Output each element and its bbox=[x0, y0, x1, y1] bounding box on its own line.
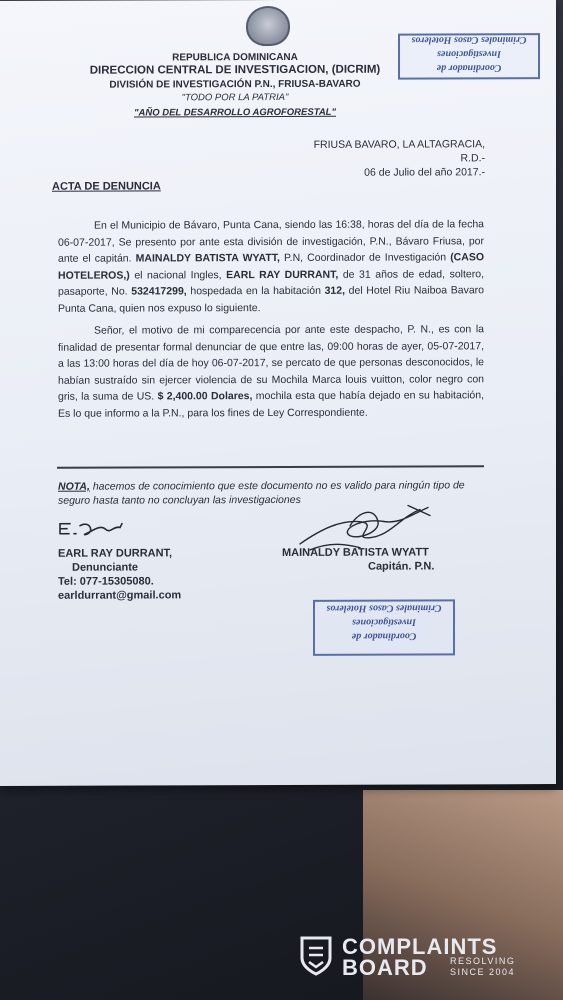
divider-line bbox=[57, 465, 484, 468]
captain-signature-name: MAINALDY BATISTA WYATT bbox=[282, 546, 429, 559]
watermark-tag2: SINCE 2004 bbox=[450, 967, 516, 977]
para1-text-3: el nacional Ingles, bbox=[134, 268, 222, 282]
complainant-block bbox=[58, 546, 228, 603]
stamp-top-line1: Coordinador de Investigaciones bbox=[436, 48, 502, 74]
stamp-bottom bbox=[313, 599, 455, 655]
shield-icon bbox=[300, 936, 332, 976]
captain-role: Capitán. P.N. bbox=[368, 560, 435, 573]
para2-text-2: mochila esta que había dejado en su habitación, Es lo que informo a la P.N., para los fines de Ley Correspondiente. bbox=[58, 389, 484, 420]
complainant-role: Denunciante bbox=[72, 561, 139, 574]
captain-block bbox=[282, 545, 472, 574]
paragraph-intro bbox=[58, 216, 484, 317]
place-date bbox=[290, 137, 485, 180]
stolen-amount: $ 2,400.00 Dolares, bbox=[157, 390, 253, 403]
para1-text-1: En el Municipio de Bávaro, Punta Cana, siendo las 16:38, horas del día de la fecha 06-07-2017, Se presento por ante esta división de investigación, P.N., Bávaro Friusa, por ante el capitán. bbox=[58, 218, 484, 265]
watermark-line1: COMPLAINTS bbox=[342, 934, 498, 959]
header-republic: REPUBLICA DOMINICANA bbox=[172, 51, 298, 64]
place-line: FRIUSA BAVARO, LA ALTAGRACIA, R.D.- bbox=[313, 138, 485, 165]
para1-text-4: de 31 años de edad, soltero, pasaporte, No. bbox=[58, 268, 485, 299]
passport-number: 532417299, bbox=[131, 285, 187, 298]
para2-text-1: Señor, el motivo de mi comparecencia por ante este despacho, P. N., es con la finalidad de presentar formal denunciar de que entre las, 09:00 horas de ayer, 05-07-2017, a las 13:00 horas del día de hoy 06-07-2017, se percato de que personas desconocidos, le habían sustraído sin ejercer violencia de su Mochila Marca louis vuitton, color negro con gris, la suma de US. bbox=[58, 323, 484, 404]
para1-text-6: del Hotel Riu Naiboa Bavaro Punta Cana, quien nos expuso lo siguiente. bbox=[58, 284, 484, 315]
complainant-name: EARL RAY DURRANT, bbox=[226, 268, 339, 281]
header-division: DIVISIÓN DE INVESTIGACIÓN P.N., FRIUSA-BAVARO bbox=[109, 78, 361, 91]
complainant-signature-name: EARL RAY DURRANT, bbox=[58, 547, 173, 560]
paragraph-statement bbox=[58, 321, 484, 422]
document-title: ACTA DE DENUNCIA bbox=[52, 180, 161, 193]
case-name: (CASO HOTELEROS,) bbox=[58, 251, 485, 282]
stamp-top bbox=[398, 33, 540, 79]
complainant-email: earldurrant@gmail.com bbox=[58, 589, 182, 602]
police-seal-logo bbox=[246, 6, 290, 46]
header-dicrim: DIRECCION CENTRAL DE INVESTIGACION, (DICRIM) bbox=[89, 63, 381, 77]
complaintsboard-watermark bbox=[300, 930, 530, 980]
para1-text-5: hospedada en la habitación bbox=[190, 285, 321, 298]
watermark-line2: BOARD bbox=[342, 955, 428, 980]
stamp-bottom-line2: Criminales Casos Hoteleros bbox=[326, 602, 442, 614]
complainant-phone: Tel: 077-15305080. bbox=[58, 575, 154, 588]
watermark-tag1: RESOLVING bbox=[450, 956, 516, 966]
header-year-slogan: "AÑO DEL DESARROLLO AGROFORESTAL" bbox=[133, 106, 336, 119]
note-text: hacemos de conocimiento que este documento no es valido para ningún tipo de seguro hasta tanto no concluyan las investigaciones bbox=[58, 479, 465, 507]
complainant-signature bbox=[56, 516, 126, 542]
room-number: 312, bbox=[324, 285, 346, 298]
note-label: NOTA, bbox=[58, 480, 90, 493]
date-line: 06 de Julio del año 2017.- bbox=[364, 166, 485, 179]
para1-text-2: P.N, Coordinador de Investigación bbox=[284, 251, 447, 265]
captain-name: MAINALDY BATISTA WYATT, bbox=[135, 252, 280, 265]
header-motto: "TODO POR LA PATRIA" bbox=[181, 91, 289, 104]
stamp-bottom-line1: Coordinador de Investigaciones bbox=[351, 616, 417, 642]
stamp-top-line2: Criminales Casos Hoteleros bbox=[411, 34, 527, 46]
